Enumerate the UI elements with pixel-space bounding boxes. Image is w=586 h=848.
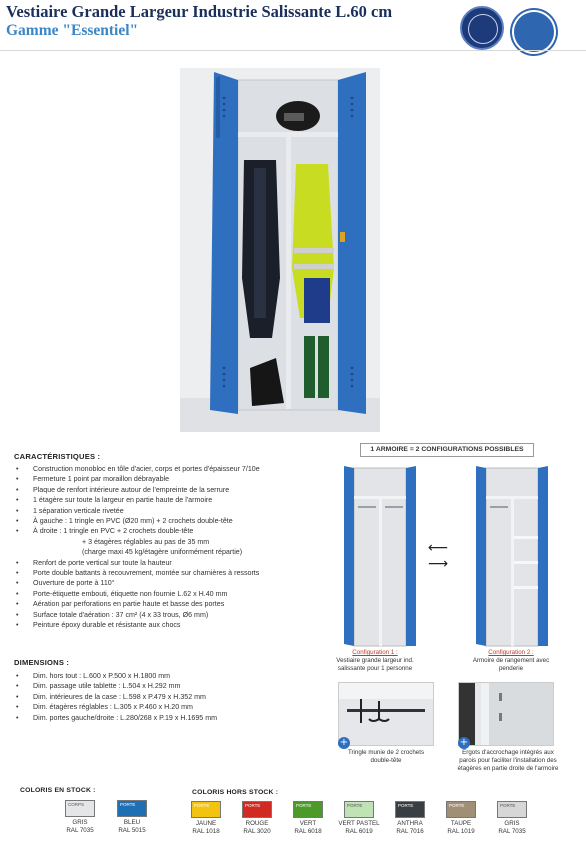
color-swatch: PORTE GRIS RAL 7035 — [492, 801, 532, 845]
list-item: • Plaque de renfort intérieure autour de l'empreinte de la serrure — [14, 485, 260, 495]
list-item: • 1 séparation verticale rivetée — [14, 506, 260, 516]
color-name: ROUGE — [245, 820, 269, 827]
dimensions-heading: DIMENSIONS : — [14, 658, 70, 667]
colors-other-heading: COLORIS HORS STOCK : — [192, 789, 279, 796]
detail-rod-caption: Tringle munie de 2 crochets double-tête — [347, 749, 425, 764]
list-item: • À gauche : 1 tringle en PVC (Ø20 mm) + 2 crochets double-tête — [14, 516, 260, 526]
list-item: • Renfort de porte vertical sur toute la hauteur — [14, 558, 260, 568]
color-name: ANTHRA — [397, 820, 423, 827]
config-2-label: Configuration 2 : — [488, 649, 534, 656]
color-ral: RAL 7016 — [396, 827, 424, 835]
list-item: • Ouverture de porte à 110° — [14, 578, 260, 588]
product-photo — [180, 68, 380, 432]
list-item: • Dim. étagères réglables : L.305 x P.460 x H.20 mm — [14, 702, 217, 712]
list-item: • Peinture époxy durable et résistante aux chocs — [14, 620, 260, 630]
color-ral: RAL 1019 — [447, 827, 475, 835]
color-swatch-gris: CORPS GRIS RAL 7035 — [60, 800, 100, 840]
color-ral: RAL 7035 — [66, 826, 94, 834]
list-item: • Porte-étiquette embouti, étiquette non fournie L.62 x H.40 mm — [14, 589, 260, 599]
color-ral: RAL 6019 — [345, 827, 373, 835]
config-1-caption — [322, 649, 428, 673]
list-item: • Surface totale d'aération : 37 cm² (4 x 33 trous, Ø6 mm) — [14, 610, 260, 620]
color-name: JAUNE — [195, 820, 217, 827]
list-item: • Porte double battants à recouvrement, montée sur charnières à ressorts — [14, 568, 260, 578]
color-ral: RAL 7035 — [498, 827, 526, 835]
config-2-image — [472, 466, 552, 648]
config-1-image — [340, 466, 420, 648]
other-colors-row — [186, 801, 566, 845]
color-ral: RAL 6018 — [294, 827, 322, 835]
detail-lugs-caption: Ergots d'accrochage intégrés aux parois pour faciliter l'installation des étagères en partie droite de l'armoire — [457, 749, 559, 772]
detail-lugs-photo — [458, 682, 554, 746]
color-name: GRIS — [504, 820, 520, 827]
header-divider — [0, 50, 586, 51]
list-item: • Dim. passage utile tablette : L.504 x H.292 mm — [14, 681, 217, 691]
color-swatch: PORTE ANTHRA RAL 7016 — [390, 801, 430, 845]
page-title: Vestiaire Grande Largeur Industrie Salissante L.60 cm — [6, 2, 393, 21]
list-item: • Dim. portes gauche/droite : L.280/268 x P.19 x H.1695 mm — [14, 713, 217, 723]
color-ral: RAL 5015 — [118, 826, 146, 834]
list-item: • Dim. hors tout : L.600 x P.500 x H.1800 mm — [14, 671, 217, 681]
colors-stock-heading: COLORIS EN STOCK : — [20, 787, 96, 794]
config-1-label: Configuration 1 : — [352, 649, 398, 656]
color-name: GRIS — [72, 819, 88, 826]
list-item: • Dim. intérieures de la case : L.598 x P.479 x H.352 mm — [14, 692, 217, 702]
list-item: • 1 étagère sur toute la largeur en partie haute de l'armoire — [14, 495, 260, 505]
color-name: VERT PASTEL — [338, 820, 380, 827]
page-subtitle: Gamme "Essentiel" — [6, 22, 139, 39]
zoom-plus-icon[interactable]: + — [339, 737, 349, 748]
list-item: • Aération par perforations en partie haute et basse des portes — [14, 599, 260, 609]
configurations-heading: 1 ARMOIRE = 2 CONFIGURATIONS POSSIBLES — [360, 443, 534, 457]
config-1-desc: Vestiaire grande largeur ind. salissante pour 1 personne — [336, 657, 414, 672]
color-swatch: PORTE JAUNE RAL 1018 — [186, 801, 226, 845]
zoom-plus-icon[interactable]: + — [459, 737, 469, 748]
list-item: • Construction monobloc en tôle d'acier, corps et portes d'épaisseur 7/10e — [14, 464, 260, 474]
characteristics-list — [14, 464, 260, 631]
list-item: • À droite : 1 tringle en PVC + 2 crochets double-tête — [14, 526, 260, 536]
detail-rod-photo — [338, 682, 434, 746]
list-item: + 3 étagères réglables au pas de 35 mm — [82, 537, 210, 546]
list-item: • Fermeture 1 point par moraillon débrayable — [14, 474, 260, 484]
color-swatch-bleu: PORTE BLEU RAL 5015 — [112, 800, 152, 840]
characteristics-heading: CARACTÉRISTIQUES : — [14, 452, 101, 461]
color-ral: RAL 3020 — [243, 827, 271, 835]
color-name: VERT — [299, 820, 317, 827]
dimensions-list — [14, 671, 217, 723]
color-ral: RAL 1018 — [192, 827, 220, 835]
config-2-caption — [468, 649, 554, 673]
config-2-desc: Armoire de rangement avec penderie — [472, 657, 550, 672]
swap-arrows-icon: ⟵ ⟶ — [428, 540, 449, 572]
color-name: TAUPE — [450, 820, 472, 827]
color-swatch: PORTE VERT PASTEL RAL 6019 — [339, 801, 379, 845]
list-item: (charge maxi 45 kg/étagère uniformément répartie) — [82, 548, 243, 557]
warranty-seal-icon — [460, 6, 504, 50]
color-name: BLEU — [123, 819, 141, 826]
color-swatch: PORTE TAUPE RAL 1019 — [441, 801, 481, 845]
color-swatch: PORTE ROUGE RAL 3020 — [237, 801, 277, 845]
color-swatch: PORTE VERT RAL 6018 — [288, 801, 328, 845]
